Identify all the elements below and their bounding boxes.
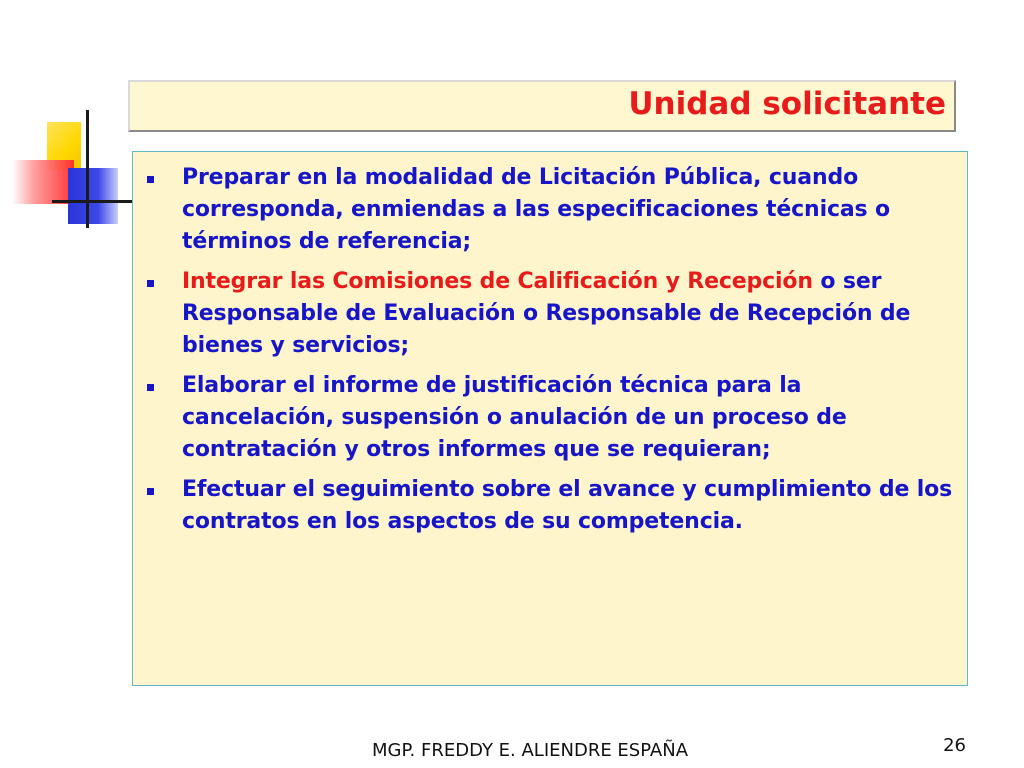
bullet-text: Elaborar el informe de justificación técnica para la cancelación, suspensión o anulación de un proceso de contratación y otros informes que se requieran; — [182, 373, 847, 462]
square-bullet-icon — [147, 384, 154, 391]
square-bullet-icon — [147, 280, 154, 287]
logo-red-block — [12, 160, 74, 204]
logo-vertical-line — [86, 110, 89, 228]
bullet-item-1 — [133, 162, 967, 258]
bullet-highlight: Integrar las Comisiones de Calificación y Recepción — [182, 269, 813, 294]
bullet-item-3 — [133, 370, 967, 466]
square-bullet-icon — [147, 176, 154, 183]
bullet-list — [133, 162, 967, 546]
logo-horizontal-line — [52, 200, 132, 203]
footer-author: MGP. FREDDY E. ALIENDRE ESPAÑA — [372, 740, 689, 761]
square-bullet-icon — [147, 488, 154, 495]
slide-title: Unidad solicitante — [628, 86, 946, 122]
bullet-item-2 — [133, 266, 967, 362]
title-bar — [128, 80, 956, 132]
bullet-text: o ser Responsable de Evaluación o Responsable de Recepción de bienes y servicios; — [182, 269, 911, 358]
content-panel — [132, 151, 968, 686]
logo-blue-block — [68, 168, 118, 224]
bullet-text: Preparar en la modalidad de Licitación Pública, cuando corresponda, enmiendas a las especificaciones técnicas o términos de referencia; — [182, 165, 890, 254]
slide-number: 26 — [943, 735, 966, 756]
color-blocks-logo-icon — [0, 100, 140, 240]
bullet-text: Efectuar el seguimiento sobre el avance y cumplimiento de los contratos en los aspectos de su competencia. — [182, 477, 953, 534]
bullet-item-4 — [133, 474, 967, 538]
